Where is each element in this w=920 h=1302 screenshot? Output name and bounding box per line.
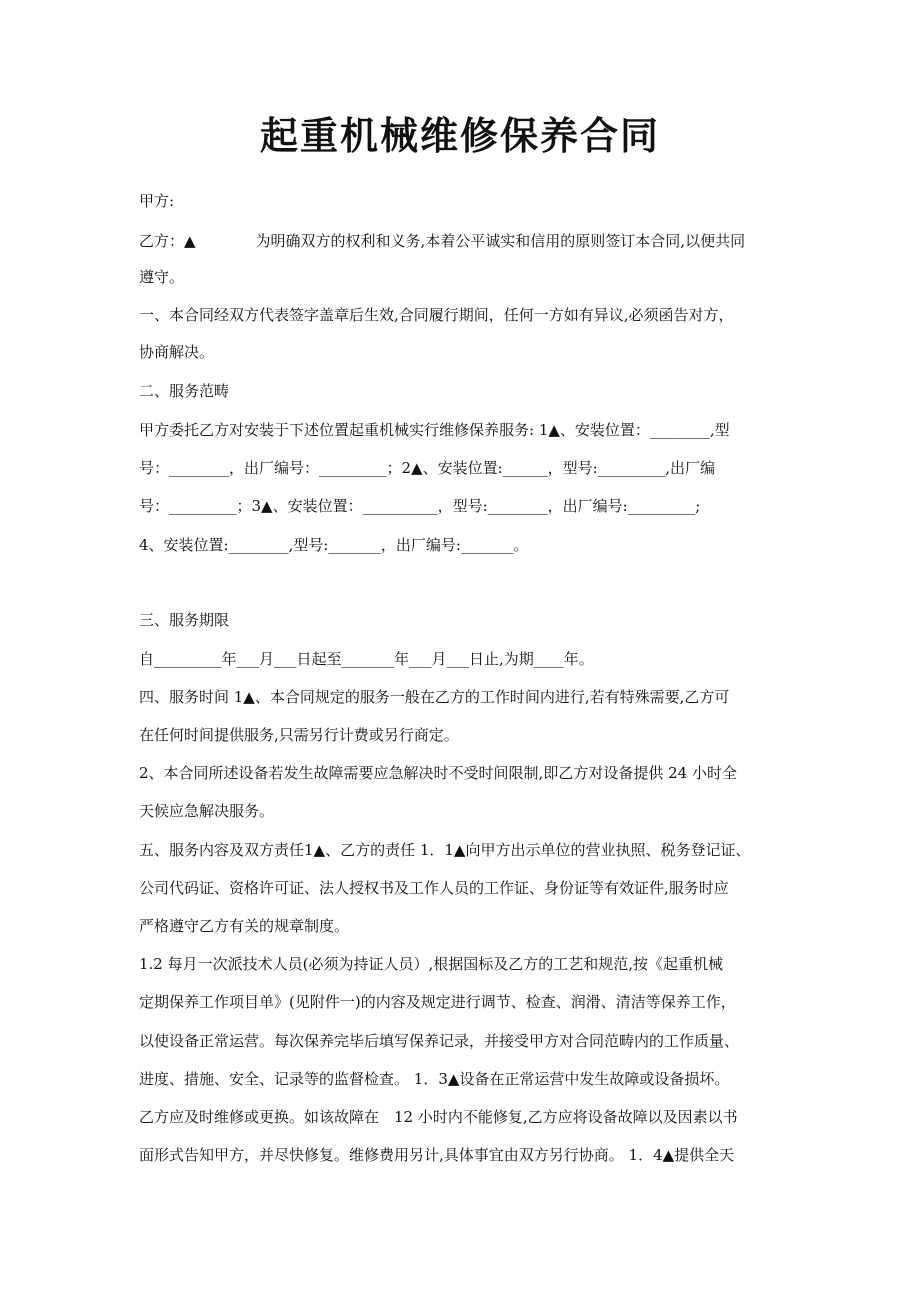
document-title: 起重机械维修保养合同 bbox=[259, 113, 660, 158]
responsibility-line: 公司代码证、资格许可证、法人授权书及工作人员的工作证、身份证等有效证件,服务时应 bbox=[139, 879, 729, 897]
responsibility-line: 严格遵守乙方有关的规章制度。 bbox=[139, 917, 350, 935]
paragraph-line: 遵守。 bbox=[139, 268, 185, 286]
responsibility-line: 以使设备正常运营。每次保养完毕后填写保养记录，并接受甲方对合同范畴内的工作质量、 bbox=[139, 1032, 740, 1050]
service-time-line: 2、本合同所述设备若发生故障需要应急解决时不受时间限制,即乙方对设备提供 24 小时全 bbox=[139, 764, 737, 782]
responsibility-line: 1.2 每月一次派技术人员(必须为持证人员）,根据国标及乙方的工艺和规范,按《起重机械 bbox=[139, 955, 724, 973]
paragraph-line-party-a: 甲方: bbox=[139, 192, 175, 210]
service-scope-line: 号：________，出厂编号：_________；2▲、安装位置:______，型号:_________,出厂编 bbox=[139, 459, 715, 477]
service-time-line: 在任何时间提供服务,只需另行计费或另行商定。 bbox=[139, 726, 459, 744]
clause-1-line: 协商解决。 bbox=[139, 343, 215, 361]
service-time-line: 四、服务时间 1▲、本合同规定的服务一般在乙方的工作时间内进行,若有特殊需要,乙方可 bbox=[139, 688, 730, 706]
paragraph-line-party-b: 乙方：▲ 为明确双方的权利和义务,本着公平诚实和信用的原则签订本合同,以便共同 bbox=[139, 232, 746, 250]
service-time-line: 天候应急解决服务。 bbox=[139, 802, 275, 820]
responsibility-line: 面形式告知甲方，并尽快修复。维修费用另计,具体事宜由双方另行协商。 1．4▲提供全天 bbox=[139, 1146, 735, 1164]
service-scope-line: 甲方委托乙方对安装于下述位置起重机械实行维修保养服务: 1▲、安装位置：________,型 bbox=[139, 421, 730, 439]
service-scope-line: 4、安装位置:________,型号:_______，出厂编号:_______。 bbox=[139, 536, 529, 554]
section-heading-service-scope: 二、服务范畴 bbox=[139, 382, 230, 400]
section-heading-service-period: 三、服务期限 bbox=[139, 611, 230, 629]
clause-1-line: 一、本合同经双方代表签字盖章后生效,合同履行期间，任何一方如有异议,必须函告对方， bbox=[139, 306, 734, 324]
responsibility-line: 进度、措施、安全、记录等的监督检查。 1．3▲设备在正常运营中发生故障或设备损坏。 bbox=[139, 1070, 730, 1088]
service-period-line: 自_________年___月___日起至_______年___月___日止,为期____年。 bbox=[139, 650, 594, 668]
service-scope-line: 号：_________；3▲、安装位置：__________，型号:________，出厂编号:_________; bbox=[139, 497, 701, 515]
responsibility-line: 定期保养工作项目单》(见附件一)的内容及规定进行调节、检查、润滑、清洁等保养工作， bbox=[139, 993, 736, 1011]
responsibility-line: 五、服务内容及双方责任1▲、乙方的责任 1．1▲向甲方出示单位的营业执照、税务登记证、 bbox=[139, 841, 751, 859]
responsibility-line: 乙方应及时维修或更换。如该故障在 12 小时内不能修复,乙方应将设备故障以及因素以书 bbox=[139, 1108, 738, 1126]
